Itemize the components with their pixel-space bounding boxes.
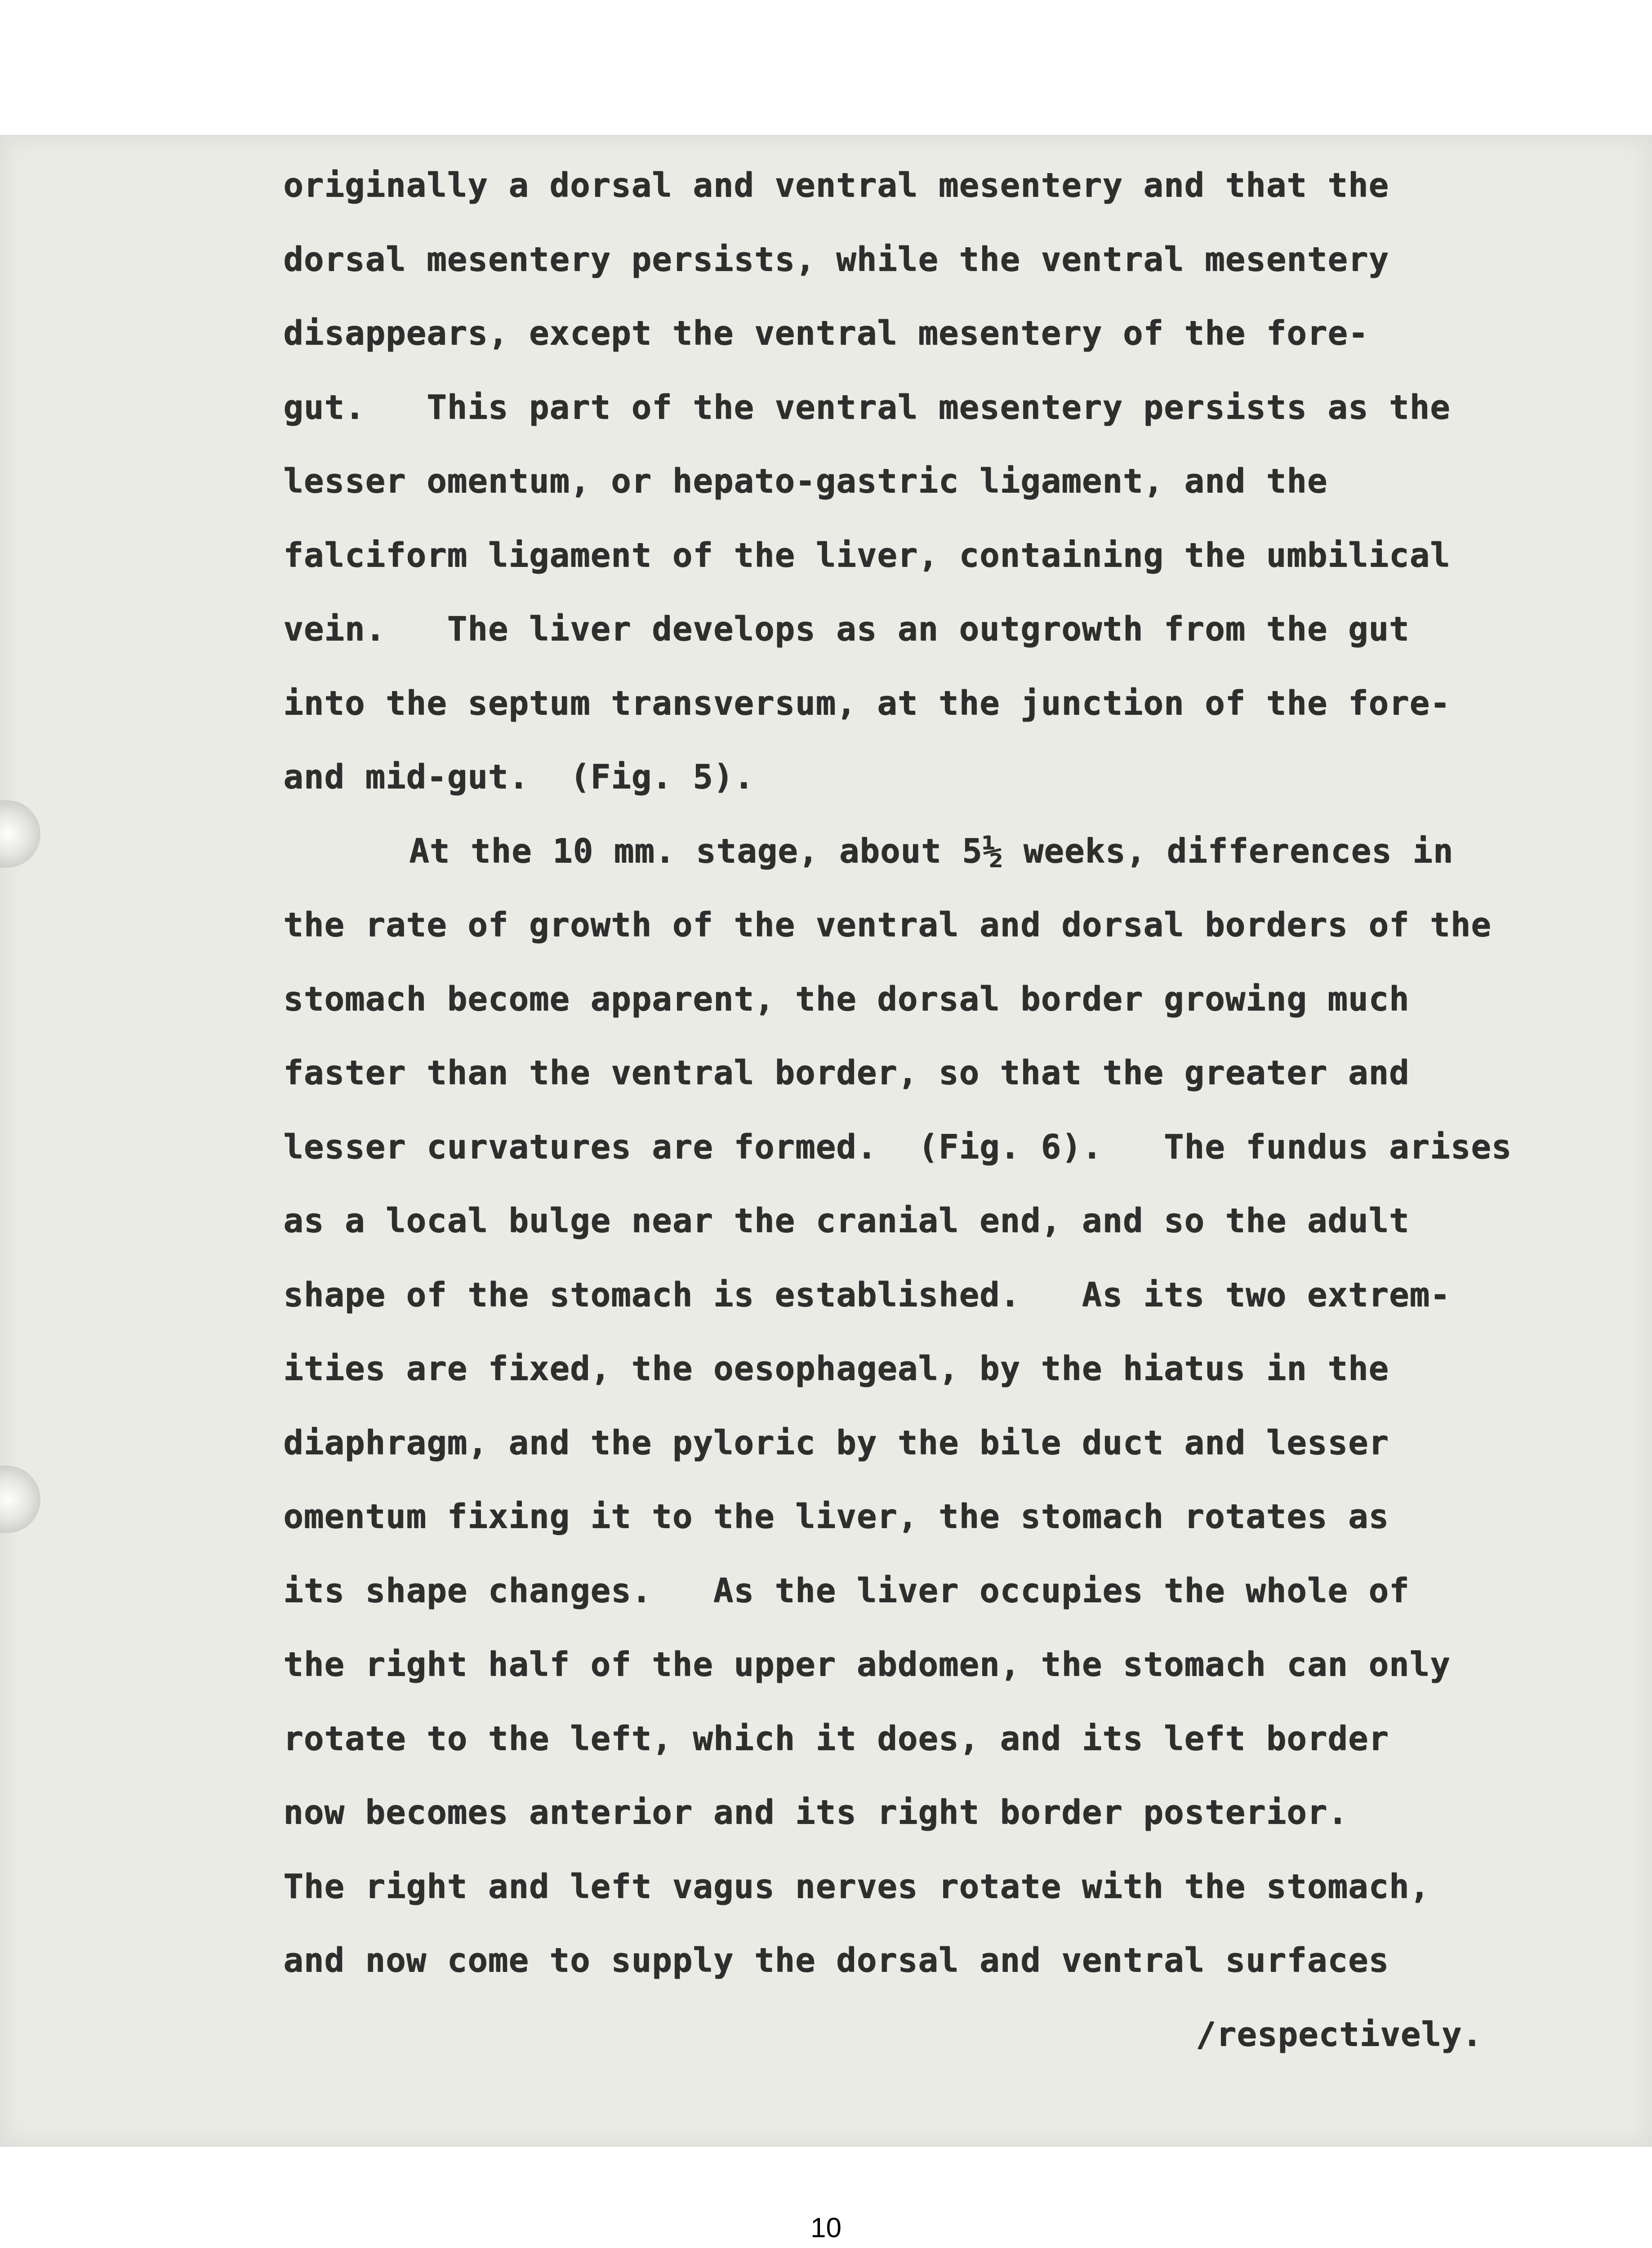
text-line: lesser omentum, or hepato-gastric ligament, and the	[283, 462, 1328, 500]
text-line: shape of the stomach is established. As its two extrem-	[283, 1275, 1451, 1314]
page-number: 10	[810, 2212, 842, 2244]
text-line: The right and left vagus nerves rotate with the stomach,	[283, 1867, 1430, 1906]
text-line: lesser curvatures are formed. (Fig. 6). The fundus arises	[283, 1127, 1512, 1166]
text-line: diaphragm, and the pyloric by the bile duct and lesser	[283, 1423, 1389, 1462]
text-line: dorsal mesentery persists, while the ventral mesentery	[283, 240, 1389, 279]
text-line: falciform ligament of the liver, containing the umbilical	[283, 535, 1451, 575]
text-line: and now come to supply the dorsal and ventral surfaces	[283, 1941, 1389, 1980]
typescript-text	[283, 148, 1632, 2071]
text-line: ities are fixed, the oesophageal, by the hiatus in the	[283, 1349, 1389, 1388]
text-line: stomach become apparent, the dorsal border growing much	[283, 979, 1410, 1018]
text-line: gut. This part of the ventral mesentery persists as the	[283, 388, 1451, 427]
paragraph-first-line: At the 10 mm. stage, about 5½ weeks, differences in	[409, 831, 1454, 870]
text-line: into the septum transversum, at the junction of the fore-	[283, 683, 1451, 723]
text-line: now becomes anterior and its right border posterior.	[283, 1793, 1348, 1832]
punch-hole	[0, 800, 40, 868]
catchword-line: /respectively.	[1196, 2015, 1483, 2054]
text-line: the right half of the upper abdomen, the stomach can only	[283, 1645, 1451, 1684]
text-line: its shape changes. As the liver occupies the whole of	[283, 1571, 1410, 1610]
text-line: and mid-gut. (Fig. 5).	[283, 758, 754, 796]
punch-hole	[0, 1466, 40, 1533]
text-line: rotate to the left, which it does, and its left border	[283, 1719, 1389, 1758]
text-line: the rate of growth of the ventral and dorsal borders of the	[283, 905, 1492, 944]
text-line: faster than the ventral border, so that the greater and	[283, 1053, 1410, 1092]
text-line: vein. The liver develops as an outgrowth from the gut	[283, 610, 1410, 648]
text-line: as a local bulge near the cranial end, and so the adult	[283, 1201, 1410, 1240]
text-line: disappears, except the ventral mesentery of the fore-	[283, 314, 1369, 352]
text-line: originally a dorsal and ventral mesentery and that the	[283, 166, 1389, 205]
text-line: omentum fixing it to the liver, the stomach rotates as	[283, 1497, 1389, 1536]
